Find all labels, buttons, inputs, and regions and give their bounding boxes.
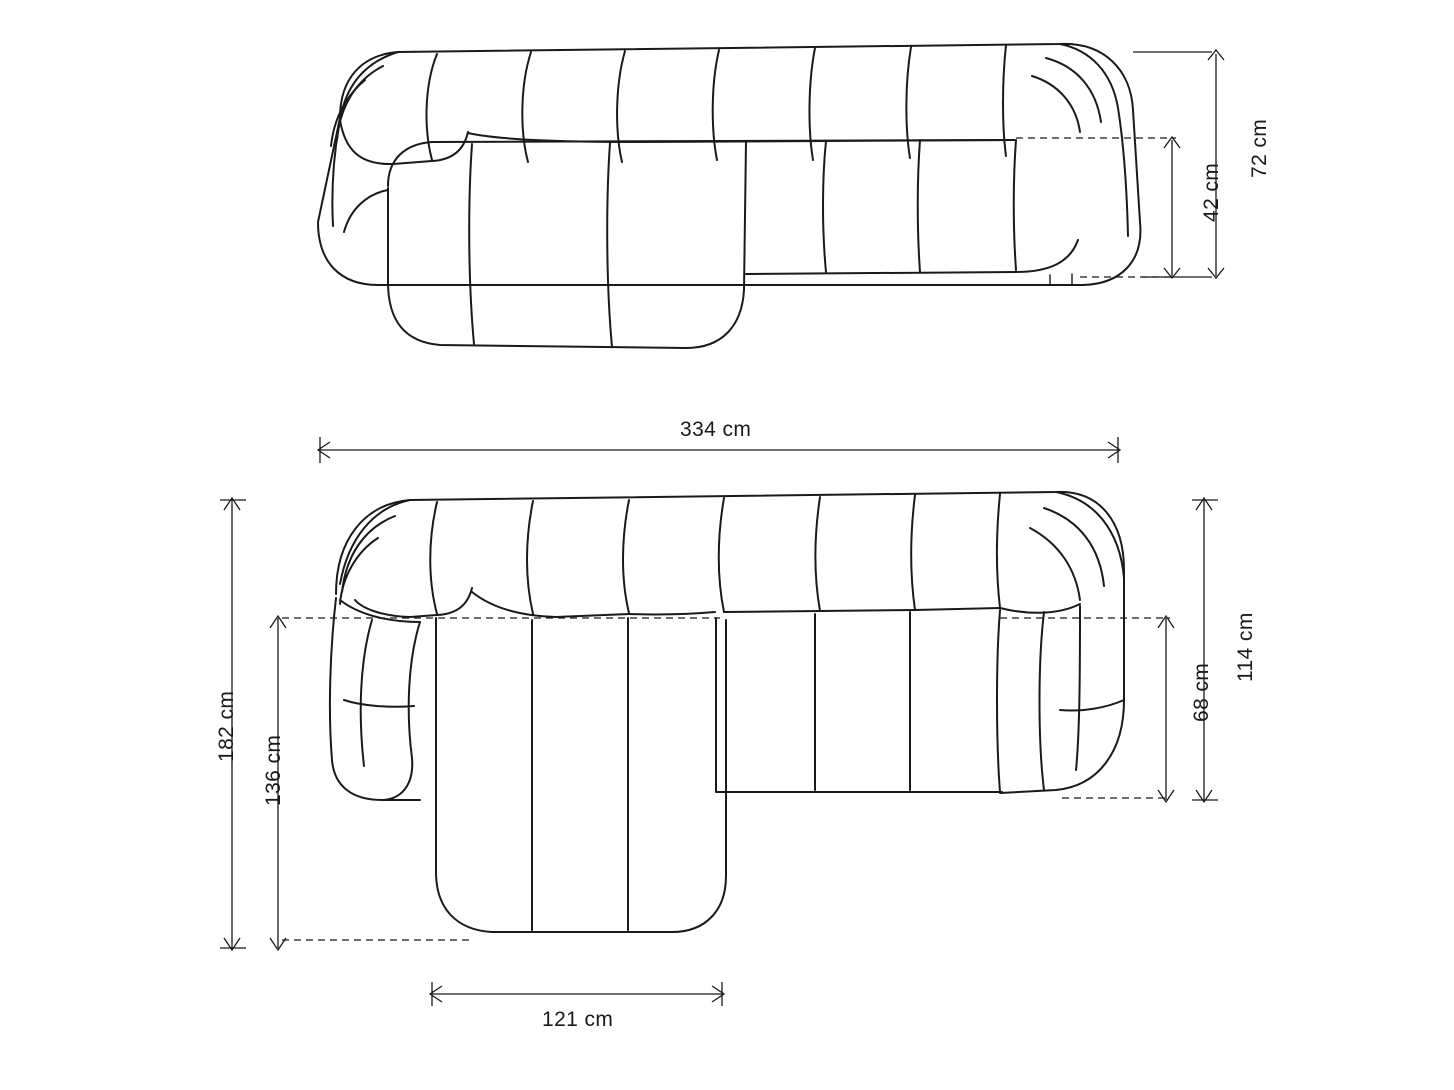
front-view-group xyxy=(318,44,1140,348)
dimension-label-chaise-depth-136: 136 cm xyxy=(262,734,285,806)
front-view-dimensions xyxy=(1016,50,1224,278)
top-view-group xyxy=(330,492,1124,932)
dimension-label-depth-114: 114 cm xyxy=(1234,612,1257,682)
dimension-label-depth-182: 182 cm xyxy=(215,690,238,762)
dimension-label-seat-depth-68: 68 cm xyxy=(1190,662,1213,722)
dimension-label-width-334: 334 cm xyxy=(680,418,752,441)
dimension-label-seat-height-42: 42 cm xyxy=(1200,162,1223,222)
dimension-label-chaise-width-121: 121 cm xyxy=(542,1008,614,1031)
dimension-label-height-72: 72 cm xyxy=(1248,118,1271,178)
